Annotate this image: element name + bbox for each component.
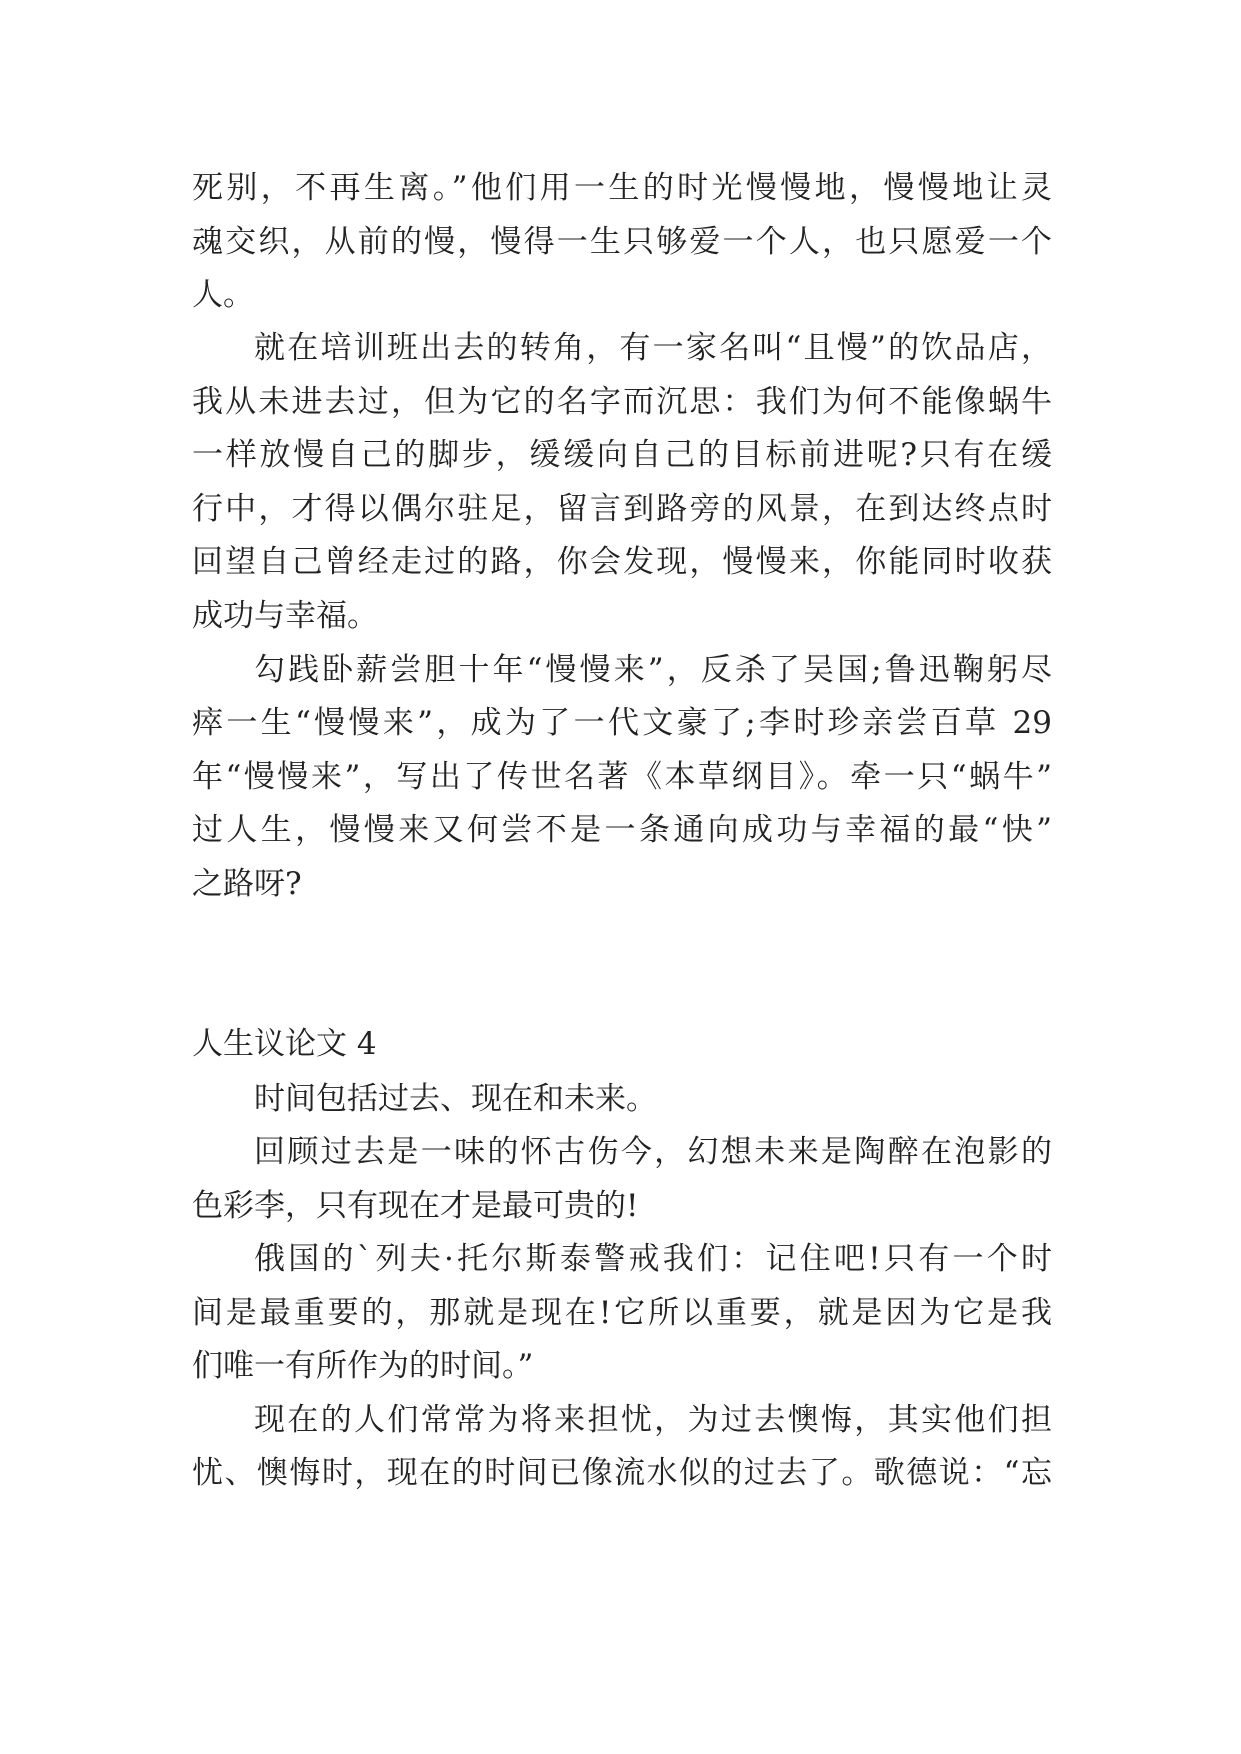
paragraph-line: 俄国的`列夫·托尔斯泰警戒我们：记住吧!只有一个时 bbox=[254, 1241, 1052, 1277]
section-heading: 人生议论文 4 bbox=[192, 1026, 377, 1062]
paragraph-line: 人。 bbox=[192, 277, 254, 313]
paragraph-line: 忧、懊悔时，现在的时间已像流水似的过去了。歌德说：“忘 bbox=[192, 1455, 1052, 1491]
paragraph-line: 死别，不再生离。”他们用一生的时光慢慢地，慢慢地让灵 bbox=[192, 170, 1052, 206]
paragraph-line: 年“慢慢来”，写出了传世名著《本草纲目》。牵一只“蜗牛” bbox=[192, 759, 1052, 795]
paragraph-line: 魂交织，从前的慢，慢得一生只够爱一个人，也只愿爱一个 bbox=[192, 224, 1052, 260]
paragraph-line: 们唯一有所作为的时间。” bbox=[192, 1348, 534, 1384]
paragraph-line: 一样放慢自己的脚步，缓缓向自己的目标前进呢?只有在缓 bbox=[192, 437, 1052, 473]
paragraph-line: 时间包括过去、现在和未来。 bbox=[254, 1081, 657, 1117]
paragraph-line: 回望自己曾经走过的路，你会发现，慢慢来，你能同时收获 bbox=[192, 544, 1052, 580]
paragraph-line: 勾践卧薪尝胆十年“慢慢来”，反杀了吴国;鲁迅鞠躬尽 bbox=[254, 652, 1052, 688]
paragraph-line: 瘁一生“慢慢来”，成为了一代文豪了;李时珍亲尝百草 29 bbox=[192, 705, 1052, 741]
paragraph-line: 回顾过去是一味的怀古伤今，幻想未来是陶醉在泡影的 bbox=[254, 1134, 1052, 1170]
paragraph-line: 就在培训班出去的转角，有一家名叫“且慢”的饮品店， bbox=[254, 330, 1052, 366]
paragraph-line: 我从未进去过，但为它的名字而沉思：我们为何不能像蜗牛 bbox=[192, 384, 1052, 420]
paragraph-line: 之路呀? bbox=[192, 866, 302, 902]
paragraph-line: 成功与幸福。 bbox=[192, 598, 378, 634]
paragraph-line: 间是最重要的，那就是现在!它所以重要，就是因为它是我 bbox=[192, 1295, 1052, 1331]
paragraph-line: 行中，才得以偶尔驻足，留言到路旁的风景，在到达终点时 bbox=[192, 491, 1052, 527]
paragraph-line: 过人生，慢慢来又何尝不是一条通向成功与幸福的最“快” bbox=[192, 812, 1052, 848]
paragraph-line: 色彩李，只有现在才是最可贵的! bbox=[192, 1188, 639, 1224]
paragraph-line: 现在的人们常常为将来担忧，为过去懊悔，其实他们担 bbox=[254, 1402, 1052, 1438]
